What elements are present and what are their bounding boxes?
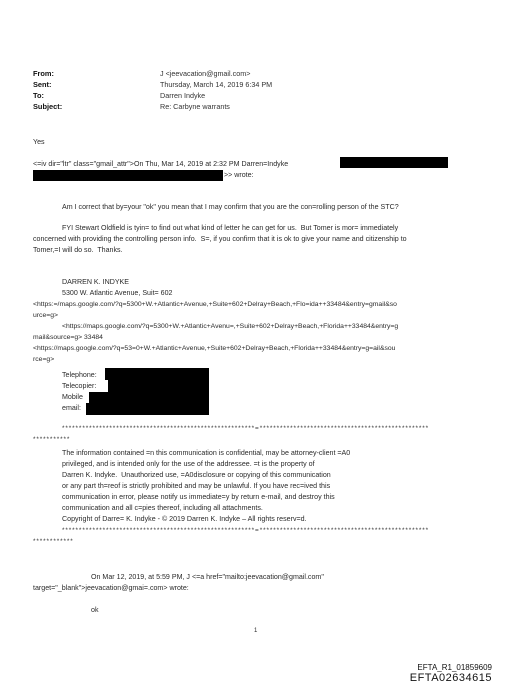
map-link-3b[interactable]: rce=g> [33,356,55,363]
separator-top: *********************************************************=************************************************** [62,425,430,432]
signature-address: 5300 W. Atlantic Avenue, Suit= 602 [62,289,173,297]
quote-line-1: <=iv dir="ltr" class="gmail_attr">On Thu, Mar 14, 2019 at 2:32 PM Darren=Indyke [33,160,289,168]
mobile-label: Mobile [62,393,83,401]
redaction-email-1 [340,157,448,168]
map-link-2a[interactable]: <https://maps.google.com/?q=5300+W.+Atlantic+Avenu=,+Suite+602+Delray+Beach,+Florida++33484&entry=g [62,323,399,330]
email-label: email: [62,404,83,412]
disclaimer-line-3: Darren K. Indyke. Unauthorized use, =A0disclosure or copying of this communication [62,471,331,479]
from-label: From: [33,69,54,78]
map-link-1a[interactable]: <https:=/maps.google.com/?q=5300+W.+Atlantic+Avenue,+Suite+602+Delray+Beach,+Flo=ida++33484&entry=gmail&so [33,301,397,308]
redaction-email-2 [33,170,223,181]
telephone-label: Telephone: [62,371,97,379]
quote2-line-1: On Mar 12, 2019, at 5:59 PM, J <=a href="mailto:jeevacation@gmail.com" [91,573,324,581]
redaction-telecopier [108,380,209,392]
redaction-telephone [105,368,209,380]
disclaimer-line-5: communication in error, please notify us immediate=y by return e-mail, and destroy this [62,493,335,501]
bates-number-2: EFTA02634615 [409,672,492,684]
disclaimer-line-6: communication and all c=pies thereof, including all attachments. [62,504,263,512]
paragraph-1: Am I correct that by=your "ok" you mean that I may confirm that you are the con=rolling person of the STC? [62,203,399,211]
quote-line-2: >> wrote: [224,171,254,179]
disclaimer-line-4: or any part th=reof is strictly prohibited and may be unlawful. If you have rec=ived this [62,482,331,490]
quote2-reply: ok [91,606,99,614]
separator-bottom: *********************************************************=************************************************** [62,527,430,534]
to-label: To: [33,91,44,100]
paragraph-2-line-3: Tomer,=I will do so. Thanks. [33,246,123,254]
map-link-2b[interactable]: mail&source=g> 33484 [33,334,103,341]
telecopier-label: Telecopier: [62,382,97,390]
signature-name: DARREN K. INDYKE [62,278,130,286]
separator-bottom-tail: ************ [33,538,74,545]
bates-number-1: EFTA_R1_01859609 [417,663,492,672]
to-value: Darren Indyke [160,91,206,100]
redaction-email [86,403,209,415]
from-value: J <jeevacation@gmail.com> [160,69,251,78]
subject-value: Re: Carbyne warrants [160,102,230,111]
disclaimer-line-2: privileged, and is intended only for the use of the addressee. =t is the property of [62,460,315,468]
map-link-1b[interactable]: urce=g> [33,312,58,319]
quote2-line-2: target="_blank">jeevacation@gmai=.com> wrote: [33,584,189,592]
sent-label: Sent: [33,80,52,89]
paragraph-2-line-2: concerned with providing the controlling person info. S=, if you confirm that it is ok to give your name and citizenship to [33,235,407,243]
paragraph-2-line-1: FYI Stewart Oldfield is tyin= to find out what kind of letter he can get for us. But Tomer is mor= immediately [62,224,399,232]
disclaimer-line-7: Copyright of Darre= K. Indyke - © 2019 Darren K. Indyke – All rights reserv=d. [62,515,307,523]
page-number: 1 [254,628,258,634]
disclaimer-line-1: The information contained =n this communication is confidential, may be attorney-client =A0 [62,449,351,457]
reply-text: Yes [33,138,45,146]
sent-value: Thursday, March 14, 2019 6:34 PM [160,80,273,89]
subject-label: Subject: [33,102,63,111]
separator-top-tail: *********** [33,436,71,443]
map-link-3a[interactable]: <https://maps.google.com/?q=53=0+W.+Atlantic+Avenue,+Suite+602+Delray+Beach,+Florida++33484&entry=g=ail&sou [33,345,396,352]
